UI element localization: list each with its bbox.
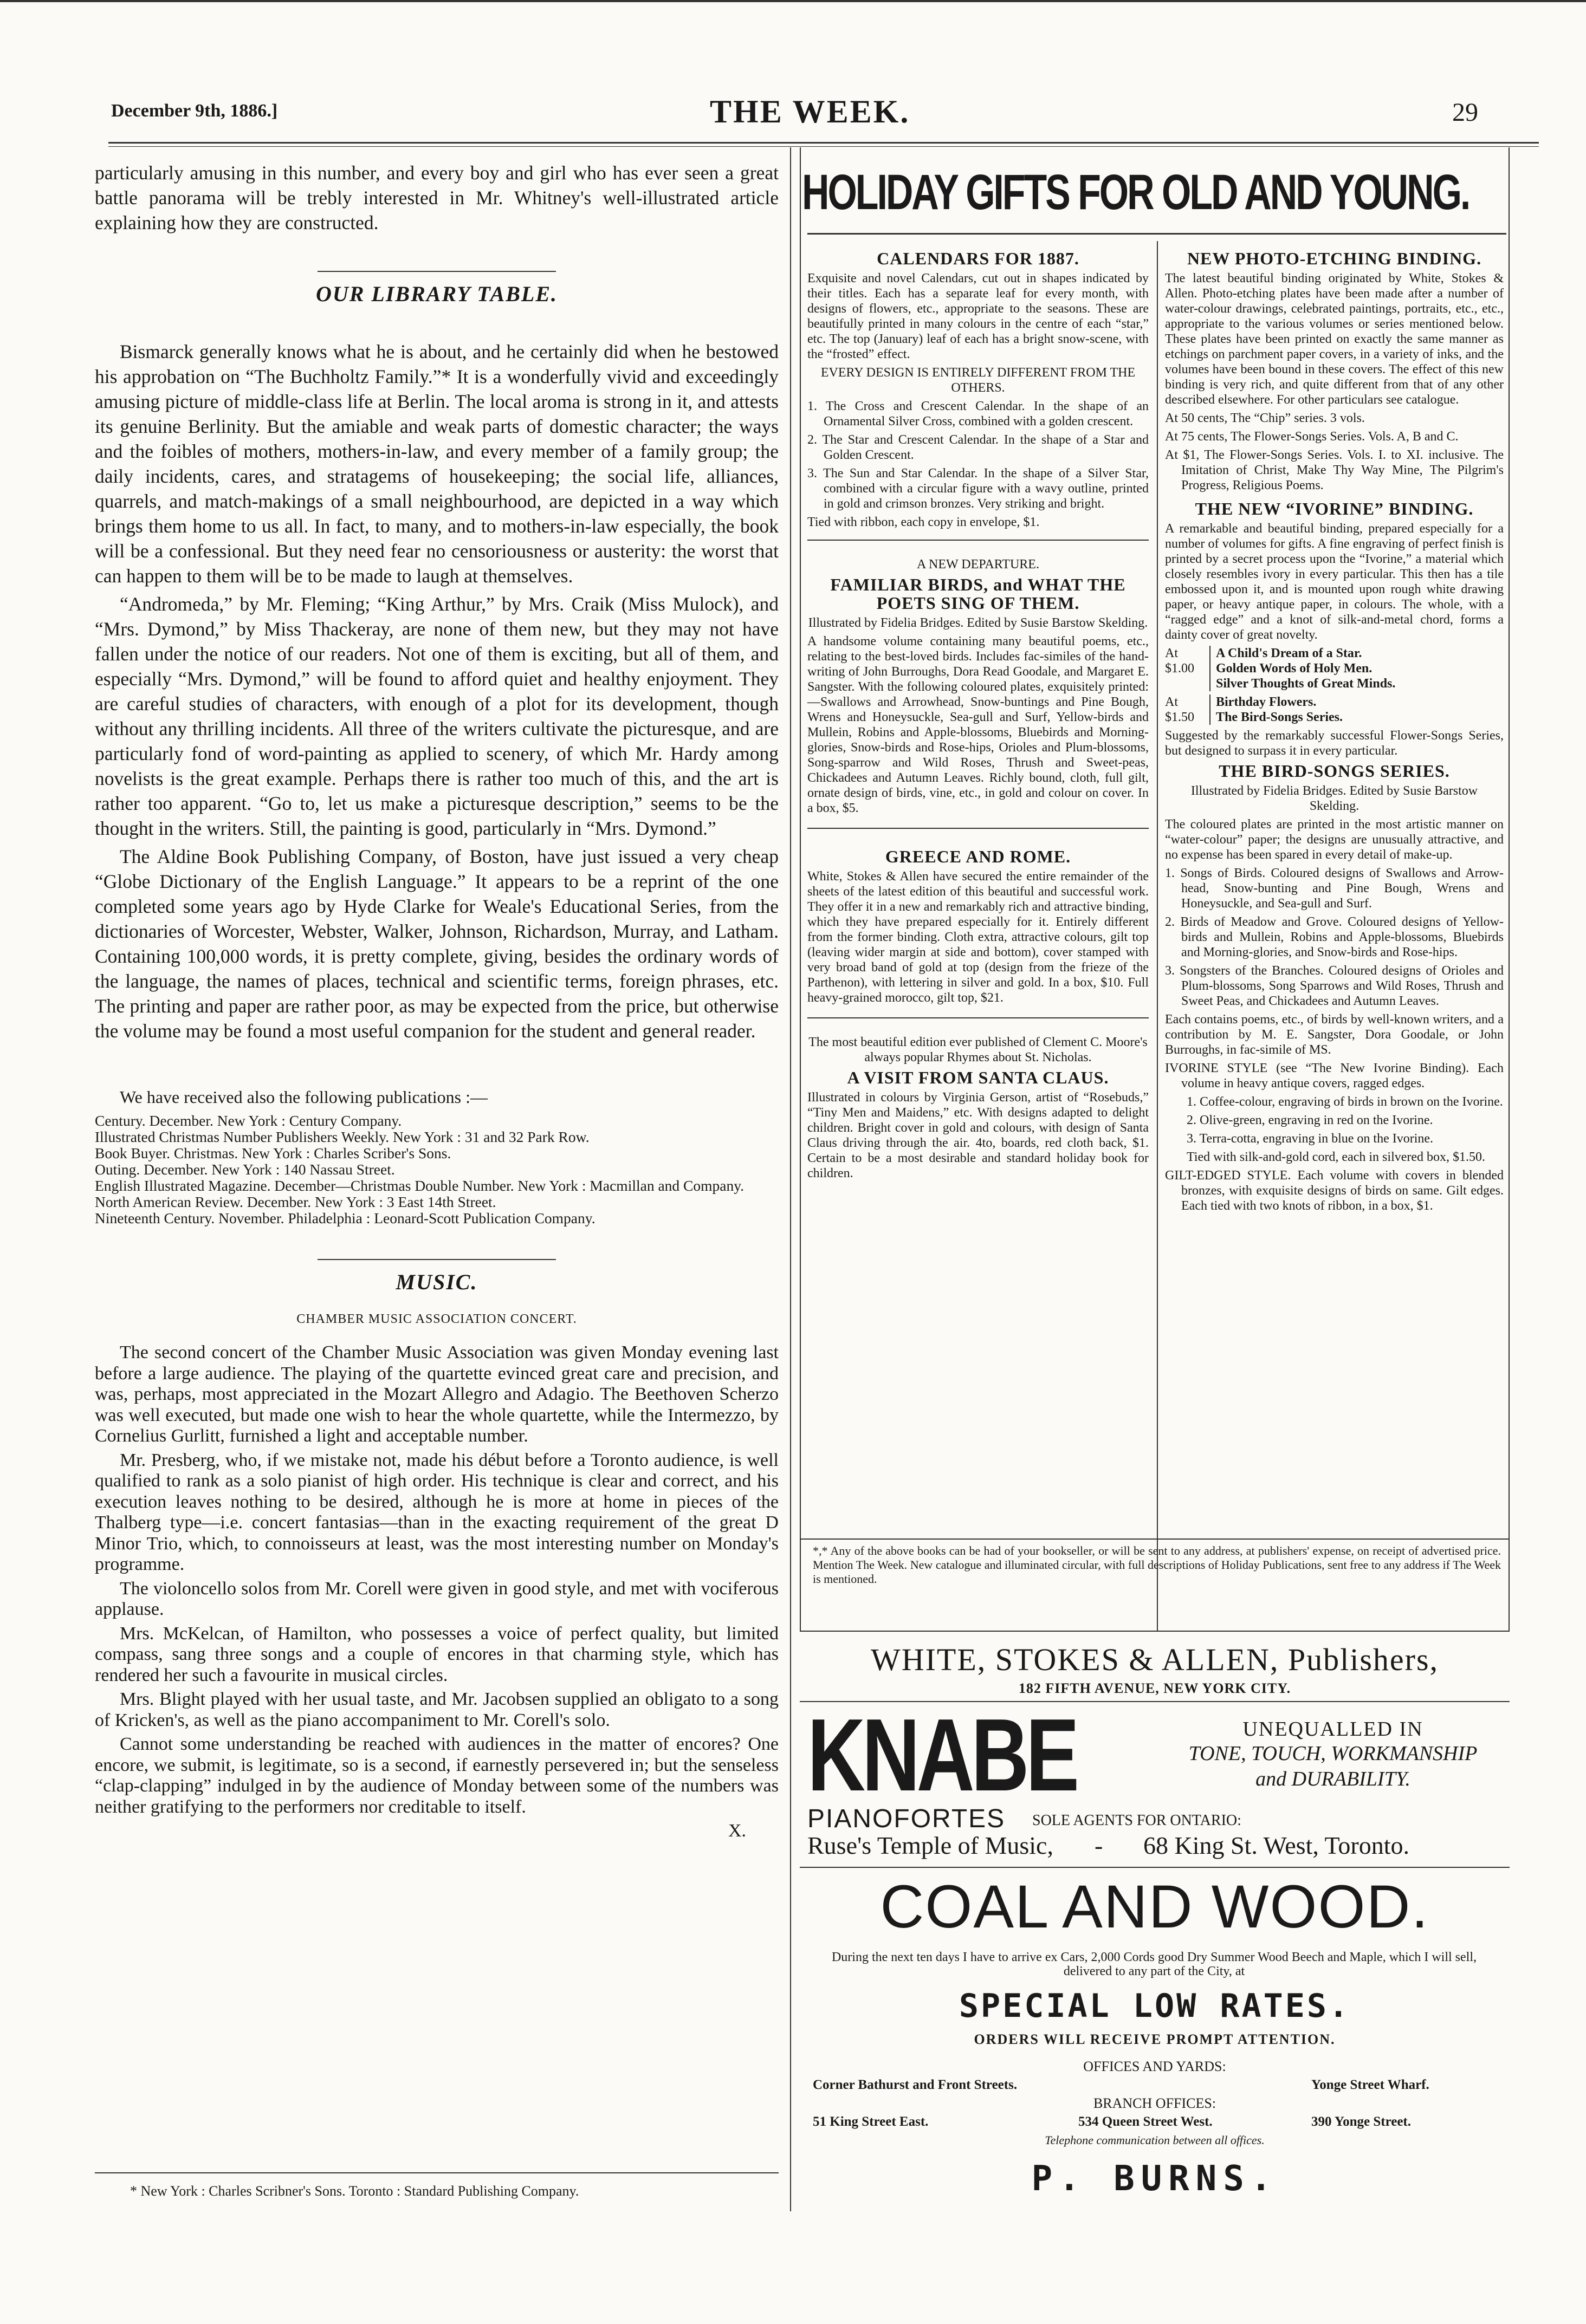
journal-title: THE WEEK. xyxy=(710,94,910,129)
music-paragraph: Cannot some understanding be reached with audiences in the matter of encores? One encore, we submit, is legitimate, so is a second, if earnestly persevered in; but the senseless “clap-clapping” indulged in by the audience of Monday between some of the numbers was neither gratifying to the performers nor creditable to itself. xyxy=(95,1734,779,1817)
coal-telephone: Telephone communication between all offices. xyxy=(1045,2133,1265,2147)
bird-songs-item: 2. Birds of Meadow and Grove. Coloured designs of Yellow-birds and Mullein, Robins and Apple-blossoms, Bluebirds and Morning-glories, and Snow-birds and Rose-hips. xyxy=(1165,915,1504,959)
greece-text: White, Stokes & Allen have secured the entire remainder of the sheets of the latest edition of this beautiful and successful work. They offer it in a new and remarkably rich and attractive binding, which they have prepared especially for it. Entirely different from the former binding. Cloth extra, attractive colours, gilt top (leaving wider margin at side and bottom), cover stamped with very broad band of gold at top (design from the frieze of the Parthenon), with lettering in silver and gold. In a box, $10. Full heavy-grained morocco, gilt top, $21. xyxy=(807,869,1149,1005)
ivorine-price-group xyxy=(1165,694,1504,725)
bird-songs-byline: Illustrated by Fidelia Bridges. Edited by Susie Barstow Skelding. xyxy=(1190,784,1478,813)
page-number: 29 xyxy=(1452,98,1478,127)
music-paragraph: The violoncello solos from Mr. Corell were given in good style, and met with vociferous applause. xyxy=(95,1578,779,1619)
ivorine-price: At $1.00 xyxy=(1165,646,1194,676)
calendar-item: 2. The Star and Crescent Calendar. In the shape of a Star and Golden Crescent. xyxy=(807,433,1149,462)
santa-text: Illustrated in colours by Virginia Gerson, artist of “Rosebuds,” “Tiny Men and Maidens,” etc. With designs adapted to delight children. Bright cover in gold and colours, with design of Santa Claus driving through the air. 4to, boards, red cloth back, $1. Certain to be a most desirable and standard holiday book for children. xyxy=(807,1090,1149,1180)
knabe-logo: KNABE xyxy=(807,1698,1076,1813)
ivorine-title-item: The Bird-Songs Series. xyxy=(1216,710,1343,724)
knabe-dash: - xyxy=(1095,1832,1103,1859)
birds-byline: Illustrated by Fidelia Bridges. Edited by Susie Barstow Skelding. xyxy=(808,616,1148,630)
calendar-item: 1. The Cross and Crescent Calendar. In the shape of an Ornamental Silver Cross, combined with a golden crescent. xyxy=(807,399,1149,429)
publication-item: North American Review. December. New York : 3 East 14th Street. xyxy=(95,1193,496,1210)
library-heading: OUR LIBRARY TABLE. xyxy=(315,282,558,306)
knabe-pianofortes: PIANOFORTES xyxy=(807,1804,1006,1833)
left-column xyxy=(95,160,779,1842)
ad-left-column xyxy=(807,249,1149,1184)
publisher-name: WHITE, STOKES & ALLEN, Publishers, xyxy=(870,1642,1439,1677)
coal-title: COAL AND WOOD. xyxy=(880,1873,1429,1940)
calendars-note: EVERY DESIGN IS ENTIRELY DIFFERENT FROM THE OTHERS. xyxy=(820,366,1136,395)
birds-heading: FAMILIAR BIRDS, and WHAT THE POETS SING OF THEM. xyxy=(830,575,1126,613)
received-line: We have received also the following publications :— xyxy=(120,1087,488,1107)
knabe-address: 68 King St. West, Toronto. xyxy=(1143,1832,1410,1859)
section-rule xyxy=(318,1259,556,1260)
bird-songs-tied: Tied with silk-and-gold cord, each in silvered box, $1.50. xyxy=(1187,1150,1486,1164)
library-paragraph: The Aldine Book Publishing Company, of Boston, have just issued a very cheap “Globe Dictionary of the English Language.” It appears to be a reprint of the one completed some years ago by Hyde Clarke for Weale's Educational Series, from the dictionaries of Worcester, Webster, Walker, Johnson, Richardson, Murray, and Latham. Containing 100,000 words, it is pretty complete, giving, besides the ordinary words of the language, the names of places, technical and scientific terms, foreign phrases, etc. The printing and paper are rather poor, as may be expected from the price, but otherwise the volume may be found a most useful companion for the student and general reader. xyxy=(95,846,779,1042)
column-divider xyxy=(790,147,791,2211)
footnote-rule xyxy=(95,2172,779,2173)
bird-songs-text: The coloured plates are printed in the most artistic manner on “water-colour” paper; the designs are unusually attractive, and no expense has been spared in every detail of make-up. xyxy=(1165,817,1504,862)
photo-etching-item: At $1, The Flower-Songs Series. Vols. I. to XI. inclusive. The Imitation of Christ, Make Thy Way Mine, The Pilgrim's Progress, Religious Poems. xyxy=(1165,448,1504,492)
birds-text: A handsome volume containing many beautiful poems, etc., relating to the best-loved birds. Includes fac-similes of the hand-writing of John Burroughs, Dora Read Goodale, and Margaret E. Sangster. With the following coloured plates, exquisitely printed:—Swallows and Arrowhead, Snow-buntings and Pine Bough, Wrens and Honeysuckle, Sea-gull and Surf, Yellow-birds and Mullein, Robins and Apple-blossoms, Bluebirds and Morning-glories, Snow-birds and Rose-hips, Orioles and Plum-blossoms, Song-sparrow and Wild Roses, Thrush and Sweet-peas, Chickadees and Autumn Leaves. Richly bound, cloth, full gilt, ornate design of birds, vine, etc., in gold and colour on cover. In a box, $5. xyxy=(807,634,1149,815)
calendar-item: 3. The Sun and Star Calendar. In the shape of a Silver Star, combined with a circular figure with a wavy outline, printed in gold and crimson bronzes. Very striking and bright. xyxy=(807,466,1149,511)
ad-divider xyxy=(1157,241,1158,1631)
coal-orders: ORDERS WILL RECEIVE PROMPT ATTENTION. xyxy=(974,2031,1336,2047)
coal-office-2: Yonge Street Wharf. xyxy=(1311,2078,1429,2092)
holiday-banner: HOLIDAY GIFTS FOR OLD AND YOUNG. xyxy=(802,165,1470,220)
section-rule xyxy=(318,271,556,272)
ad-bottom-rule xyxy=(800,1631,1510,1632)
coal-offices: OFFICES AND YARDS: xyxy=(1083,2059,1226,2074)
bird-songs-ivorine: IVORINE STYLE (see “The New Ivorine Binding). Each volume in heavy antique covers, ragged edges. xyxy=(1165,1061,1504,1090)
bird-songs-ivorine-item: 3. Terra-cotta, engraving in blue on the Ivorine. xyxy=(1187,1132,1434,1146)
publication-item: Illustrated Christmas Number Publishers Weekly. New York : 31 and 32 Park Row. xyxy=(95,1128,590,1145)
knabe-line-1: UNEQUALLED IN xyxy=(1242,1718,1423,1741)
issue-date: December 9th, 1886.] xyxy=(111,101,278,121)
coal-text: During the next ten days I have to arrive ex Cars, 2,000 Cords good Dry Summer Wood Beech and Maple, which I will sell, delivered to any part of the City, at xyxy=(831,1950,1477,1978)
knabe-agents: SOLE AGENTS FOR ONTARIO: xyxy=(1032,1812,1241,1829)
publication-item: Outing. December. New York : 140 Nassau Street. xyxy=(95,1161,395,1178)
bird-songs-heading: THE BIRD-SONGS SERIES. xyxy=(1219,761,1450,781)
knabe-rule xyxy=(800,1867,1510,1868)
publication-item: Nineteenth Century. November. Philadelphia : Leonard-Scott Publication Company. xyxy=(95,1210,595,1226)
photo-etching-item: At 50 cents, The “Chip” series. 3 vols. xyxy=(1165,411,1365,425)
intro-paragraph: particularly amusing in this number, and every boy and girl who has ever seen a great battle panorama will be trebly interested in Mr. Whitney's well-illustrated article explaining how they are constructed. xyxy=(95,162,779,233)
new-departure: A NEW DEPARTURE. xyxy=(917,557,1039,572)
photo-etching-heading: NEW PHOTO-ETCHING BINDING. xyxy=(1187,249,1482,268)
ad-footer-note: *,* Any of the above books can be had of your bookseller, or will be sent to any address, at publishers' expense, on receipt of advertised price. Mention The Week. New catalogue and illuminated circular, with full descriptions of Holiday Publications, sent free to any address if The Week is mentioned. xyxy=(813,1544,1501,1586)
publisher-address: 182 FIFTH AVENUE, NEW YORK CITY. xyxy=(1018,1680,1291,1696)
top-rule xyxy=(0,0,1586,2)
music-subheading: CHAMBER MUSIC ASSOCIATION CONCERT. xyxy=(296,1312,577,1326)
coal-dealer: P. BURNS. xyxy=(1031,2159,1278,2199)
ivorine-price-group xyxy=(1165,646,1504,691)
photo-etching-item: At 75 cents, The Flower-Songs Series. Vols. A, B and C. xyxy=(1165,430,1459,444)
calendars-intro: Exquisite and novel Calendars, cut out in shapes indicated by their titles. Each has a separate leaf for every month, with designs of flowers, etc., appropriate to the seasons. These are beautifully printed in many colours in the centre of each “star,” etc. The top (January) leaf of each has a bright snow-scene, with the “frosted” effect. xyxy=(807,271,1149,361)
bird-songs-ivorine-item: 2. Olive-green, engraving in red on the Ivorine. xyxy=(1187,1113,1433,1127)
signature: X. xyxy=(728,1821,746,1841)
music-heading: MUSIC. xyxy=(396,1270,478,1294)
ivorine-note: Suggested by the remarkably successful Flower-Songs Series, but designed to surpass it in every particular. xyxy=(1165,729,1504,758)
footnote: * New York : Charles Scribner's Sons. Toronto : Standard Publishing Company. xyxy=(130,2183,579,2199)
ad-footer-rule xyxy=(801,1538,1510,1540)
photo-etching-text: The latest beautiful binding originated by White, Stokes & Allen. Photo-etching plates have been made after a number of water-colour drawings, celebrated paintings, portraits, etc., etc., appropriate to the various volumes or series mentioned below. These plates have been printed on exactly the same manner as etchings on parchment paper covers, in a variety of inks, and the volumes have been bound in these covers. The effect of this new binding is very rich, and quite different from that of any other described elsewhere. For other particulars see catalogue. xyxy=(1165,271,1504,407)
publication-list xyxy=(95,1113,779,1226)
knabe-line-2: TONE, TOUCH, WORKMANSHIP xyxy=(1188,1742,1478,1765)
publication-item: Century. December. New York : Century Company. xyxy=(95,1112,402,1129)
ivorine-heading: THE NEW “IVORINE” BINDING. xyxy=(1195,499,1474,518)
bird-songs-contains: Each contains poems, etc., of birds by well-known writers, and a contribution by M. E. Sangster, Dora Goodale, or John Burroughs, in fac-simile of MS. xyxy=(1165,1012,1504,1057)
bird-songs-gilt: GILT-EDGED STYLE. Each volume with covers in blended bronzes, with exquisite designs of birds on same. Gilt edges. Each tied with two knots of ribbon, in a box, $1. xyxy=(1165,1169,1504,1213)
ivorine-title-item: A Child's Dream of a Star. xyxy=(1216,646,1362,660)
ivorine-title-item: Birthday Flowers. xyxy=(1216,695,1317,709)
coal-branch-3: 390 Yonge Street. xyxy=(1311,2114,1411,2129)
library-paragraph: Bismarck generally knows what he is about, and he certainly did when he bestowed his approbation on “The Buchholtz Family.”* It is a wonderfully vivid and exceedingly amusing picture of middle-class life at Berlin. The local aroma is strong in it, and attests its genuine Berlinity. But the amiable and weak parts of domestic character; the ways and the foibles of mothers, mothers-in-law, and every member of a family group; the daily incidents, cares, and stratagems of housekeeping; the social life, alliances, quarrels, and match-makings of a small neighbourhood, are depicted in a way which brings them home to us all. In fact, to many, and to mothers-in-law especially, the book will be a confessional. But they need fear no censoriousness or austerity: the worst that can happen to them will be to be made to laugh at themselves. xyxy=(95,341,779,587)
coal-office-1: Corner Bathurst and Front Streets. xyxy=(813,2078,1018,2092)
music-paragraph: Mrs. McKelcan, of Hamilton, who possesses a voice of perfect quality, but limited compass, sang three songs and a couple of encores in that charming style, which has rendered her such a favourite in musical circles. xyxy=(95,1623,779,1685)
coal-branch: BRANCH OFFICES: xyxy=(1093,2095,1216,2111)
ad-right-column xyxy=(1165,249,1504,1217)
santa-intro: The most beautiful edition ever published of Clement C. Moore's always popular Rhymes about St. Nicholas. xyxy=(808,1035,1148,1064)
calendars-tied: Tied with ribbon, each copy in envelope, $1. xyxy=(807,515,1040,529)
bird-songs-item: 1. Songs of Birds. Coloured designs of Swallows and Arrow-head, Snow-bunting and Pine Bough, Wrens and Honeysuckle, and Sea-gull and Surf. xyxy=(1165,866,1504,911)
library-paragraph: “Andromeda,” by Mr. Fleming; “King Arthur,” by Mrs. Craik (Miss Mulock), and “Mrs. Dymond,” by Miss Thackeray, are none of them new, but they may not have fallen under the notice of our readers. Not one of them is exciting, but all of them, and especially “Mrs. Dymond,” will be found to afford quiet and healthy enjoyment. They are careful studies of characters, with enough of a plot for its development, though without any thrilling incidents. All three of the writers cultivate the picturesque, and are particularly fond of word-painting as applied to scenery, of which Mr. Hardy among novelists is the great example. Perhaps there is rather too much of this, and the art is rather too apparent. “Go to, let us make a picturesque description,” seems to be the thought in the writers. Still, the painting is good, particularly in “Mrs. Dymond.” xyxy=(95,593,779,839)
coal-branch-2: 534 Queen Street West. xyxy=(1078,2114,1213,2129)
header-rule xyxy=(108,142,1539,144)
ivorine-title-item: Golden Words of Holy Men. xyxy=(1216,661,1373,676)
santa-heading: A VISIT FROM SANTA CLAUS. xyxy=(847,1068,1109,1087)
publication-item: Book Buyer. Christmas. New York : Charles Scriber's Sons. xyxy=(95,1145,451,1161)
bird-songs-item: 3. Songsters of the Branches. Coloured designs of Orioles and Plum-blossoms, Song Sparrows and Wild Roses, Thrush and Sweet Peas, and Chickadees and Autumn Leaves. xyxy=(1165,964,1504,1008)
music-paragraph: Mrs. Blight played with her usual taste, and Mr. Jacobsen supplied an obligato to a song of Kricken's, as well as the piano accompaniment to Mr. Corell's solo. xyxy=(95,1689,779,1730)
coal-branch-1: 51 King Street East. xyxy=(813,2114,929,2129)
publication-item: English Illustrated Magazine. December—Christmas Double Number. New York : Macmillan and Company. xyxy=(95,1177,745,1194)
music-paragraph: Mr. Presberg, who, if we mistake not, made his début before a Toronto audience, is well qualified to rank as a solo pianist of high order. His technique is clear and correct, and his execution leaves nothing to be desired, although he is more at home in pieces of the Thalberg type—i.e. concert fantasias—than in the exacting requirement of the great D Minor Trio, which, to connoisseurs at least, was the most interesting number on Monday's programme. xyxy=(95,1450,779,1574)
calendars-heading: CALENDARS FOR 1887. xyxy=(877,249,1079,268)
ivorine-price: At $1.50 xyxy=(1165,695,1194,724)
ivorine-title-item: Silver Thoughts of Great Minds. xyxy=(1216,677,1396,691)
header-rule-2 xyxy=(108,146,1539,147)
banner-rule xyxy=(807,233,1506,235)
knabe-line-3: and DURABILITY. xyxy=(1255,1768,1410,1790)
ivorine-text: A remarkable and beautiful binding, prepared especially for a number of volumes for gifts. A fine engraving of perfect finish is printed by a secret process upon the “Ivorine,” a material which closely resembles ivory in every particular. This then has a tile embossed upon it, and is mounted upon rough white drawing paper, or heavy antique paper, in colours. The whole, with a “ragged edge” and a knot of silk-and-metal chord, forms a dainty cover of great novelty. xyxy=(1165,522,1504,642)
bird-songs-ivorine-item: 1. Coffee-colour, engraving of birds in brown on the Ivorine. xyxy=(1187,1095,1503,1109)
greece-heading: GREECE AND ROME. xyxy=(885,847,1071,866)
knabe-store: Ruse's Temple of Music, xyxy=(807,1832,1053,1859)
coal-special: SPECIAL LOW RATES. xyxy=(959,1987,1351,2025)
music-paragraph: The second concert of the Chamber Music Association was given Monday evening last before a large audience. The playing of the quartette evinced great care and precision, and was, perhaps, most appreciated in the Mozart Allegro and Adagio. The Beethoven Scherzo was well executed, but made one wish to hear the whole quartette, while the Intermezzo, by Cornelius Gurlitt, furnished a light and acceptable number. xyxy=(95,1342,779,1446)
